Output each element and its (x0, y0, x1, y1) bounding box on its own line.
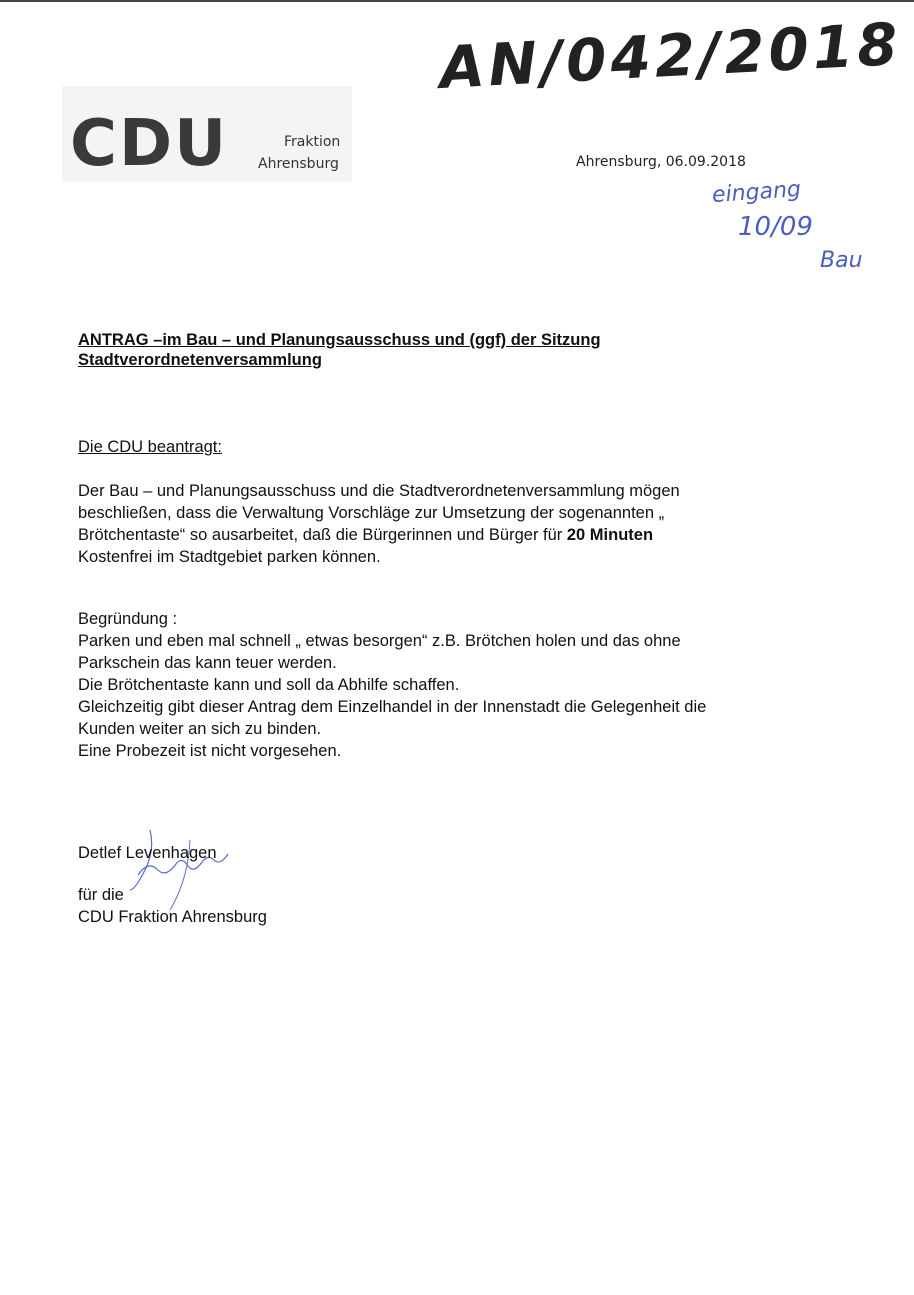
document-date: Ahrensburg, 06.09.2018 (576, 154, 746, 170)
reason-heading: Begründung : (78, 610, 178, 628)
stamp-line-3: Bau (820, 248, 863, 273)
reason-line-2: Parkschein das kann teuer werden. (78, 654, 337, 672)
signer-for: für die (78, 886, 124, 904)
cdu-logo: CDU (70, 107, 229, 181)
reason-line-6: Eine Probezeit ist nicht vorgesehen. (78, 742, 342, 760)
stamp-line-1: eingang (711, 176, 802, 209)
logo-ahrensburg: Ahrensburg (258, 156, 339, 172)
request-line-1: Der Bau – und Planungsausschuss und die Stadtverordnetenversammlung mögen (78, 482, 680, 500)
document-title (78, 330, 718, 370)
stamp-line-2: 10/09 (738, 212, 813, 242)
handwritten-receipt-stamp (700, 176, 890, 286)
request-paragraph (78, 480, 818, 568)
title-line-2: Stadtverordnetenversammlung (78, 351, 322, 369)
request-line-2: beschließen, dass die Verwaltung Vorschläge zur Umsetzung der sogenannten „ (78, 504, 665, 522)
reason-line-3: Die Brötchentaste kann und soll da Abhilfe schaffen. (78, 676, 460, 694)
handwritten-file-number: AN/042/2018 (437, 9, 904, 102)
request-line-3-text: Brötchentaste“ so ausarbeitet, daß die Bürgerinnen und Bürger für (78, 526, 567, 544)
reason-line-5: Kunden weiter an sich zu binden. (78, 720, 322, 738)
signature-block (78, 842, 267, 928)
signer-org: CDU Fraktion Ahrensburg (78, 908, 267, 926)
reason-line-4: Gleichzeitig gibt dieser Antrag dem Einzelhandel in der Innenstadt die Gelegenheit die (78, 698, 707, 716)
reason-paragraph (78, 608, 818, 762)
signer-name: Detlef Levenhagen (78, 844, 217, 862)
title-line-1: ANTRAG –im Bau – und Planungsausschuss und (ggf) der Sitzung (78, 331, 601, 349)
logo-fraktion: Fraktion (284, 134, 341, 150)
request-line-4: Kostenfrei im Stadtgebiet parken können. (78, 548, 381, 566)
request-duration: 20 Minuten (566, 526, 654, 544)
reason-line-1: Parken und eben mal schnell „ etwas besorgen“ z.B. Brötchen holen und das ohne (78, 632, 681, 650)
request-line-3 (78, 524, 818, 546)
request-heading: Die CDU beantragt: (78, 438, 222, 456)
page-top-border (0, 0, 914, 2)
